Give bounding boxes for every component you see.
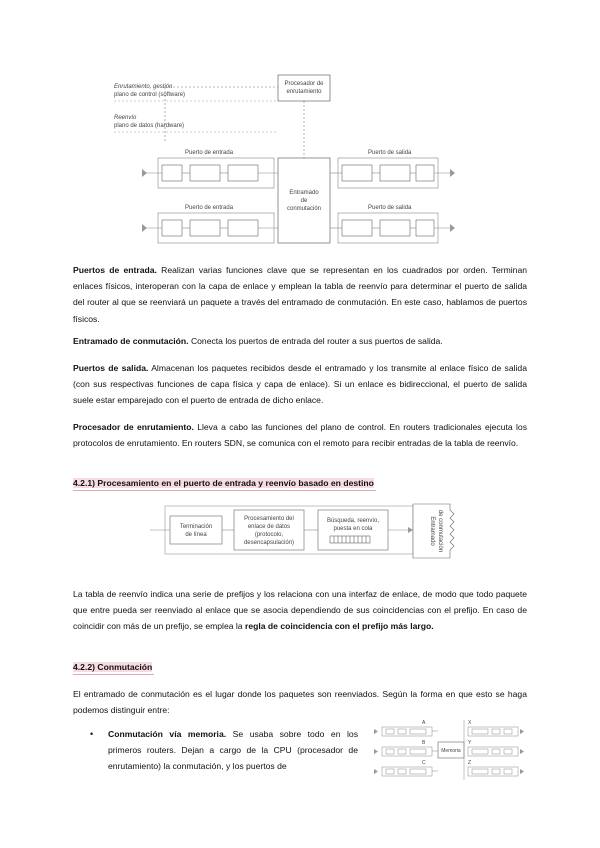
paragraph-input-ports: [73, 262, 527, 327]
fabric-side-l1: Entramado: [429, 516, 435, 546]
link-processing-l1: Procesamiento del: [244, 516, 294, 522]
text-switching-fabric: Conecta los puertos de entrada del router a sus puertos de salida.: [188, 336, 443, 346]
fabric-line-2: de: [300, 198, 308, 204]
fabric-line-3: conmutación: [286, 206, 322, 212]
paragraph-switching-fabric: [73, 333, 527, 349]
text-output-ports: Almacenan los paquetes recibidos desde el entramado y los transmite al enlace físico de salida (con sus respectivas funciones de capa física y capa de enlace). Si un enlace es bidireccional, el puerto de salida suele estar emparejado con el puerto de entrada de dicho enlace.: [73, 363, 527, 406]
control-plane-label: plano de control (software): [114, 92, 186, 98]
term-switching-fabric: Entramado de conmutación.: [73, 336, 189, 346]
input-port-label-1: Puerto de entrada: [185, 150, 234, 156]
data-plane-label: plano de datos (hardware): [114, 123, 185, 129]
term-memory-switching: Conmutación vía memoria.: [108, 729, 227, 739]
text-routing-processor: Lleva a cabo las funciones del plano de control. En routers tradicionales ejecuta los protocolos de enrutamiento. En routers SDN, se comunica con el remoto para recibir entradas de la tabla de reenvío.: [73, 422, 527, 449]
router-architecture-figure: [110, 72, 470, 252]
heading-4-2-2: [73, 661, 154, 675]
paragraph-output-ports: [73, 360, 527, 409]
term-routing-processor: Procesador de enrutamiento.: [73, 422, 194, 432]
output-port-label-1: Puerto de salida: [368, 150, 412, 156]
lookup-l2: puesta en cola: [333, 526, 373, 532]
link-processing-l2: enlace de datos: [247, 524, 291, 530]
label-a: A: [422, 720, 426, 726]
output-port-label-2: Puerto de salida: [368, 205, 412, 211]
text-forwarding-table: La tabla de reenvío indica una serie de prefijos y los relaciona con una interfaz de enlace, de modo que todo paquete que entre pueda ser reenviado al enlace que se asocia dependiendo de sus coincidencias con el prefijo. En caso de coincidir con más de un prefijo, se emplea la: [73, 589, 527, 632]
input-port-label-2: Puerto de entrada: [185, 205, 234, 211]
memory-label: Memoria: [441, 748, 461, 754]
fabric-side-l2: de conmutación: [437, 509, 443, 553]
label-y: Y: [468, 740, 472, 746]
fabric-line-1: Entramado: [289, 190, 319, 196]
term-output-ports: Puertos de salida.: [73, 363, 149, 373]
line-termination-box: [170, 516, 222, 544]
text-input-ports: Realizan varias funciones clave que se representan en los cuadrados por orden. Terminan enlaces físicos, interoperan con la capa de enlace y emplean la tabla de reenvío para determinar el puerto de salida del router al que se reenviará un paquete a través del entramado de conmutación. En este caso, hablamos de puertos físicos.: [73, 265, 528, 324]
lookup-l1: Búsqueda, reenvío,: [326, 518, 380, 524]
text-memory-switching: Se usaba sobre todo en los primeros routers. Dejan a cargo de la CPU (procesador de enrutamiento) la conmutación, y los puertos de: [108, 729, 358, 772]
line-termination-l2: de línea: [185, 532, 207, 538]
label-c: C: [422, 760, 426, 766]
heading-4-2-1: [73, 477, 376, 491]
label-z: Z: [468, 760, 472, 766]
paragraph-forwarding-table: [73, 586, 527, 635]
forwarding-label: Reenvío: [114, 115, 137, 121]
input-port-processing-figure: [150, 500, 460, 562]
processor-line-1: Procesador de: [284, 81, 324, 87]
routing-label: Enrutamiento, gestión: [114, 84, 173, 90]
text-switching-intro: El entramado de conmutación es el lugar donde los paquetes son reenviados. Según la forma en que esto se haga podemos distinguir entre:: [73, 689, 527, 716]
paragraph-routing-processor: [73, 419, 527, 451]
bullet-memory-switching: [108, 726, 358, 775]
link-processing-l4: desencapsulación): [243, 540, 295, 546]
paragraph-switching-intro: [73, 686, 527, 718]
memory-switching-figure: [372, 718, 532, 780]
link-processing-l3: (protocolo,: [254, 532, 284, 538]
processor-line-2: enrutamiento: [286, 89, 322, 95]
heading-4-2-2-text: 4.2.2) Conmutación: [73, 662, 153, 672]
term-longest-prefix: regla de coincidencia con el prefijo más largo.: [244, 621, 434, 632]
label-x: X: [468, 720, 472, 726]
label-b: B: [422, 740, 426, 746]
line-termination-l1: Terminación: [179, 524, 213, 530]
routing-processor-box: [278, 75, 330, 101]
heading-4-2-1-text: 4.2.1) Procesamiento en el puerto de entrada y reenvío basado en destino: [73, 478, 374, 488]
bullet-dot: •: [90, 729, 94, 739]
term-input-ports: Puertos de entrada.: [73, 265, 157, 275]
